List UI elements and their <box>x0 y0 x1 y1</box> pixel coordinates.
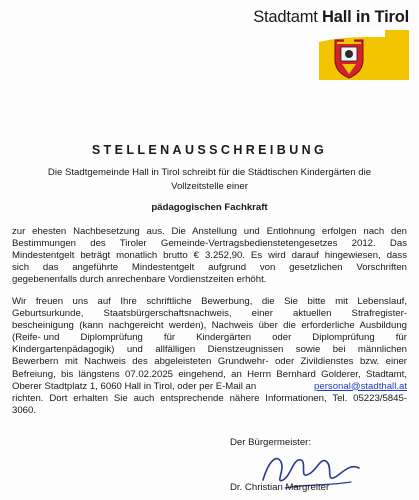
paragraph-line: 3060. <box>12 404 37 416</box>
document-title: STELLENAUSSCHREIBUNG <box>91 143 328 157</box>
paragraph-line: sich das angeführte Mindestentgelt aufgrund von gesetzlichen Vorschriften <box>12 262 407 274</box>
brand-city: Hall in Tirol <box>322 8 409 26</box>
intro-text <box>40 166 379 193</box>
brand-prefix: Stadtamt <box>253 8 318 26</box>
paragraph-line: Mindestentgelt beträgt monatlich brutto € 3.252,90. Es wird darauf hingewiesen, dass <box>12 250 407 262</box>
line-word: Kindergärten <box>196 332 252 344</box>
position-title: pädagogischen Fachkraft <box>151 202 268 213</box>
paragraph-line: Befreiung, bis längstens 07.02.2025 eingehend, an Herrn Bernhard Golderer, Stadtamt, <box>12 368 407 380</box>
signature-role: Der Bürgermeister: <box>230 437 312 448</box>
paragraph-line: Wir freuen uns auf Ihre schriftliche Bewerbung, die Sie bitte mit Lebenslauf, <box>12 296 407 307</box>
conditions-paragraph <box>12 226 407 286</box>
city-logo <box>319 30 409 80</box>
signature-name: Dr. Christian Margreiter <box>230 482 330 493</box>
intro-line: Die Stadtgemeinde Hall in Tirol schreibt für die Städtischen Kindergärten die <box>47 167 372 178</box>
paragraph-line: Bestimmungen des Tiroler Gemeinde-Vertragsbedienstetengesetzes 2012. Das <box>12 238 407 250</box>
paragraph-line: gegebenenfalls durch anrechenbare Vordienstzeiten erhöht. <box>12 274 267 286</box>
paragraph-line: richten. Dort erhalten Sie auch entsprechende nähere Informationen, Tel. 05223/5845- <box>12 392 407 404</box>
paragraph-line: Kindergartenpädagogik) und allfälligen Dienstzeugnissen sowie bei männlichen <box>12 344 407 356</box>
paragraph-line: Geburtsurkunde, Staatsbürgerschaftsnachweis, einer aktuellen Strafregister- <box>12 308 407 320</box>
line-text: Oberer Stadtplatz 1, 6060 Hall in Tirol, oder per E-Mail an <box>12 380 257 392</box>
paragraph-line: Bewerbern mit Nachweis des abgeleisteten Grundwehr- oder Zivildienstes bzw. einer <box>12 356 407 368</box>
line-word: Diplomprüfung <box>80 332 143 344</box>
intro-line: Vollzeitstelle einer <box>171 180 248 192</box>
line-word: für <box>395 332 407 344</box>
paragraph-line: zur ehesten Nachbesetzung aus. Die Anstellung und Entlohnung erfolgen nach den <box>12 226 407 237</box>
paragraph-line <box>12 332 407 344</box>
paragraph-line <box>12 381 407 393</box>
line-word: (Reife- und <box>12 332 60 344</box>
line-word: Diplomprüfung <box>312 332 375 344</box>
coat-of-arms-icon <box>319 30 409 80</box>
line-word: oder <box>272 332 292 344</box>
brand-wordmark <box>253 8 409 27</box>
email-link[interactable]: personal@stadthall.at <box>314 380 407 392</box>
brand-header <box>253 8 409 27</box>
application-paragraph <box>12 296 407 417</box>
paragraph-line: bescheinigung (kann nachgereicht werden), Nachweis über die erforderliche Ausbildung <box>12 320 407 332</box>
line-word: für <box>163 332 176 344</box>
